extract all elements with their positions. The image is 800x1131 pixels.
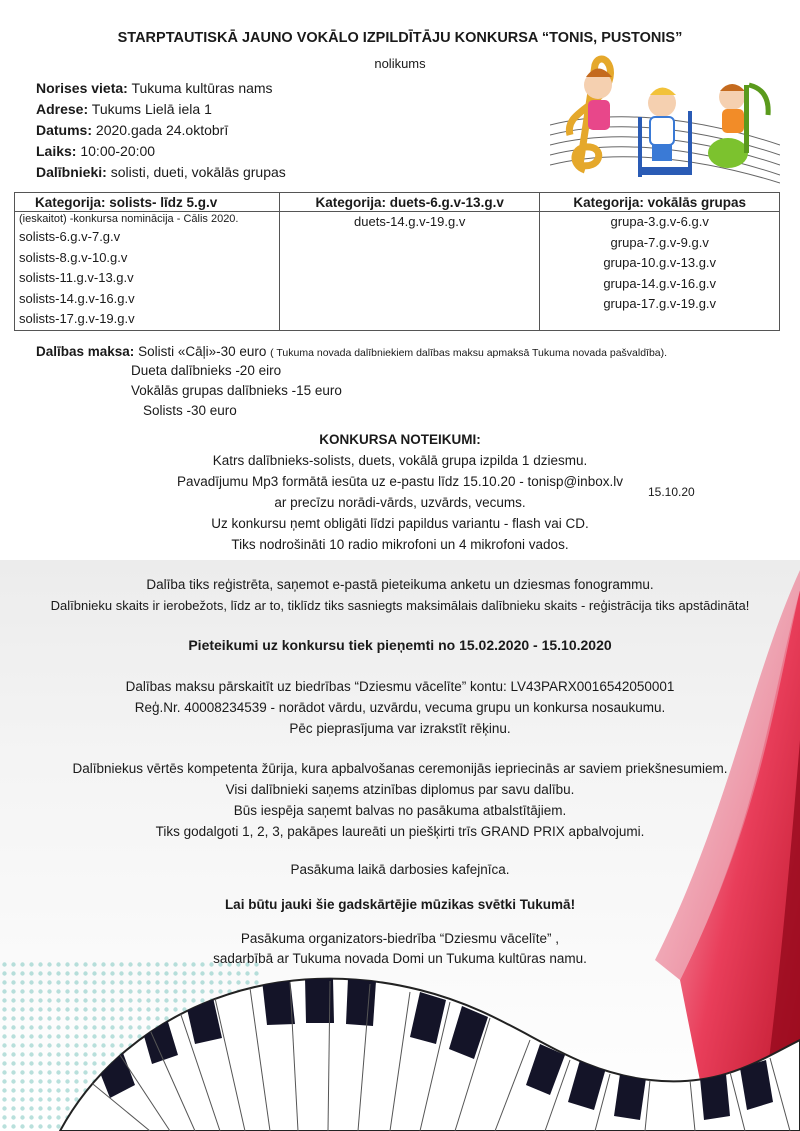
jury-line: Būs iespēja saņemt balvas no pasākuma atbalstītājiem. bbox=[233, 803, 567, 818]
rule-line: Uz konkursu ņemt obligāti līdzi papildus variantu - flash vai CD. bbox=[211, 516, 589, 531]
cafe-line: Pasākuma laikā darbosies kafejnīca. bbox=[290, 862, 510, 877]
registration-line: Dalība tiks reģistrēta, saņemot e-pastā pieteikuma anketu un dziesmas fonogrammu. bbox=[146, 577, 654, 592]
list-item: duets-14.g.v-19.g.v bbox=[354, 214, 466, 229]
fee-solo: Solists -30 euro bbox=[143, 403, 237, 418]
list-item: solists-14.g.v-16.g.v bbox=[19, 290, 135, 306]
group-category-cell bbox=[540, 212, 780, 331]
list-item: grupa-14.g.v-16.g.v bbox=[603, 275, 717, 291]
fee-duet: Dueta dalībnieks -20 eiro bbox=[131, 363, 282, 378]
list-item: grupa-3.g.v-6.g.v bbox=[610, 214, 709, 229]
list-item: solists-6.g.v-7.g.v bbox=[19, 229, 121, 244]
list-item: solists-11.g.v-13.g.v bbox=[19, 270, 134, 285]
address-row bbox=[36, 101, 212, 117]
registration-line: Dalībnieku skaits ir ierobežots, līdz ar to, tiklīdz tiks sasniegts maksimālais dalībnieku skaits - reģistrācija tiks apstādināta! bbox=[50, 598, 750, 613]
side-date: 15.10.20 bbox=[648, 485, 695, 499]
payment-line: Dalības maksu pārskaitīt uz biedrības “Dziesmu vācelīte” kontu: LV43PARX0016542050001 bbox=[125, 679, 675, 694]
solo-category-cell bbox=[15, 212, 280, 331]
date-row bbox=[36, 122, 228, 138]
organizer-line: Pasākuma organizators-biedrība “Dziesmu vācelīte” , bbox=[240, 931, 560, 946]
venue-row bbox=[36, 80, 273, 96]
table-header-cell: Kategorija: duets-6.g.v-13.g.v bbox=[280, 193, 540, 212]
jury-line: Tiks godalgoti 1, 2, 3, pakāpes laureāti un piešķirti trīs GRAND PRIX apbalvojumi. bbox=[155, 824, 645, 839]
table-header-cell: Kategorija: solists- līdz 5.g.v bbox=[15, 193, 280, 212]
time-label: Laiks: bbox=[36, 143, 77, 159]
organizer-line: sadarbībā ar Tukuma novada Domi un Tukuma kultūras namu. bbox=[213, 951, 587, 966]
payment-line: Reģ.Nr. 40008234539 - norādot vārdu, uzvārdu, vecuma grupu un konkursa nosaukumu. bbox=[134, 700, 666, 715]
list-item: grupa-7.g.v-9.g.v bbox=[610, 234, 709, 250]
page-subtitle: nolikums bbox=[374, 56, 426, 71]
fee-note: ( Tukuma novada dalībniekiem dalības maksu apmaksā Tukuma novada pašvaldība). bbox=[270, 347, 668, 359]
time-row bbox=[36, 143, 155, 159]
closing-line: Lai būtu jauki šie gadskārtējie mūzikas svētki Tukumā! bbox=[224, 897, 576, 912]
time-value: 10:00-20:00 bbox=[80, 143, 156, 159]
date-value: 2020.gada 24.oktobrī bbox=[95, 122, 229, 138]
page-title: STARPTAUTISKĀ JAUNO VOKĀLO IZPILDĪTĀJU KONKURSA “TONIS, PUSTONIS” bbox=[117, 30, 683, 46]
rule-line: Katrs dalībnieks-solists, duets, vokālā grupa izpilda 1 dziesmu. bbox=[212, 453, 588, 468]
fee-row-1 bbox=[36, 344, 667, 359]
rule-line: Pavadījumu Mp3 formātā iesūta uz e-pastu līdz 15.10.20 - tonisp@inbox.lv bbox=[177, 474, 623, 489]
list-item: grupa-10.g.v-13.g.v bbox=[603, 255, 717, 270]
fee-group: Vokālās grupas dalībnieks -15 euro bbox=[131, 383, 342, 398]
solo-note: (ieskaitot) -konkursa nominācija - Cālis 2020. bbox=[19, 213, 239, 225]
table-header-row bbox=[15, 193, 780, 212]
rules-heading-text: KONKURSA NOTEIKUMI: bbox=[319, 432, 481, 447]
list-item: solists-17.g.v-19.g.v bbox=[19, 311, 135, 326]
fee-solo-chick: Solisti «Cāļi»-30 euro bbox=[138, 344, 267, 359]
list-item: grupa-17.g.v-19.g.v bbox=[603, 296, 717, 311]
venue-value: Tukuma kultūras nams bbox=[131, 80, 273, 96]
registration-period: Pieteikumi uz konkursu tiek pieņemti no 15.02.2020 - 15.10.2020 bbox=[188, 637, 612, 653]
jury-line: Visi dalībnieki saņems atzinības diplomus par savu dalību. bbox=[225, 782, 575, 797]
participants-row bbox=[36, 164, 286, 180]
rule-line: ar precīzu norādi-vārds, uzvārds, vecums. bbox=[274, 495, 526, 510]
green-note-icon bbox=[708, 138, 748, 168]
date-label: Datums: bbox=[36, 122, 93, 138]
fee-label: Dalības maksa: bbox=[36, 344, 135, 359]
duet-category-cell bbox=[280, 212, 540, 331]
payment-line: Pēc pieprasījuma var izrakstīt rēķinu. bbox=[289, 721, 511, 736]
jury-line: Dalībniekus vērtēs kompetenta žūrija, kura apbalvošanas ceremonijās iepriecinās ar saviem priekšnesumiem. bbox=[72, 761, 728, 776]
address-value: Tukums Lielā iela 1 bbox=[91, 101, 212, 117]
table-header-cell: Kategorija: vokālās grupas bbox=[540, 193, 780, 212]
address-label: Adrese: bbox=[36, 101, 89, 117]
rules-heading bbox=[0, 432, 800, 447]
categories-table bbox=[14, 192, 780, 331]
rule-line: Tiks nodrošināti 10 radio mikrofoni un 4 mikrofoni vados. bbox=[231, 537, 569, 552]
kids-music-illustration bbox=[550, 55, 780, 185]
participants-value: solisti, dueti, vokālās grupas bbox=[110, 164, 286, 180]
list-item: solists-8.g.v-10.g.v bbox=[19, 249, 128, 265]
piano-keyboard-wave bbox=[0, 960, 800, 1131]
participants-label: Dalībnieki: bbox=[36, 164, 107, 180]
venue-label: Norises vieta: bbox=[36, 80, 128, 96]
table-row bbox=[15, 212, 780, 331]
